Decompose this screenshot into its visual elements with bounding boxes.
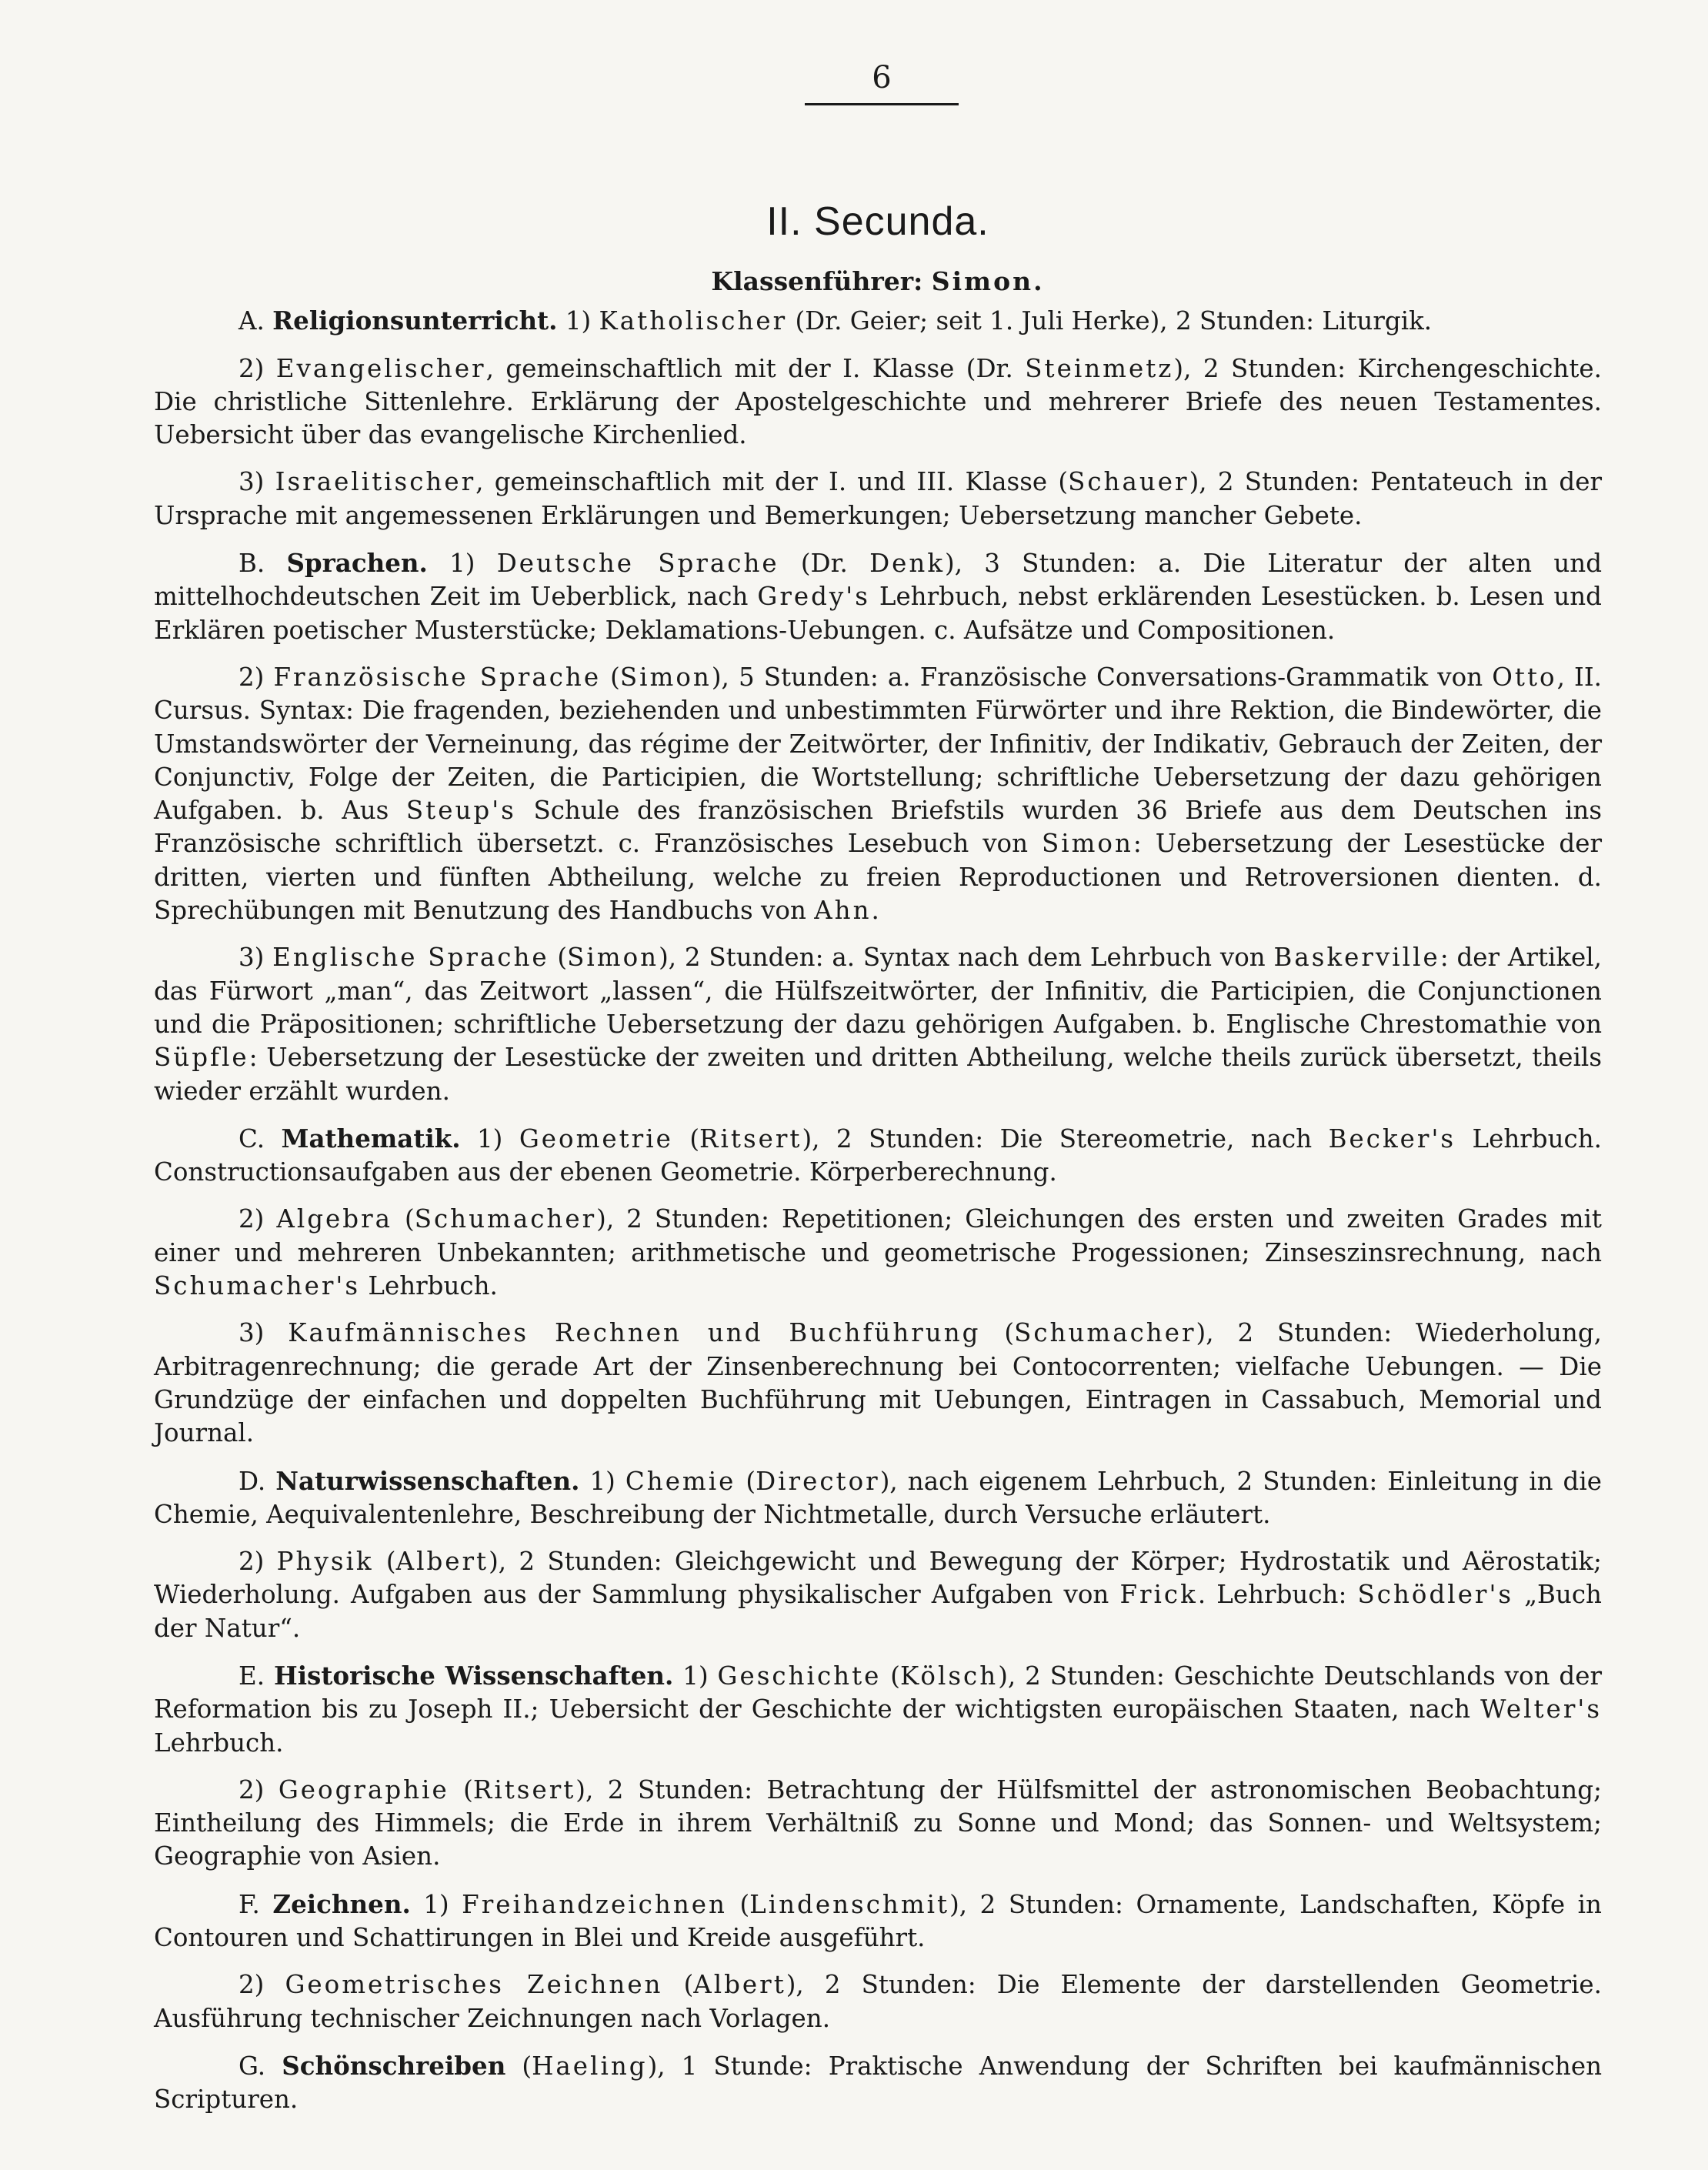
curriculum-paragraph — [154, 466, 1602, 532]
curriculum-paragraph — [154, 1464, 1602, 1532]
paragraph-text: Lehrbuch. Constructionsaufgaben aus der ebenen Geometrie. Körperberechnung. — [154, 1123, 1603, 1187]
paragraph-text: ( — [980, 1318, 1015, 1348]
spaced-term: Französische Sprache — [273, 662, 602, 692]
spaced-term: Algebra — [276, 1204, 392, 1234]
paragraph-text: 2) — [239, 1547, 277, 1577]
curriculum-paragraph — [154, 941, 1602, 1107]
paragraph-text: Lehrbuch. — [154, 1728, 284, 1758]
spaced-term: Baskerville — [1273, 943, 1440, 973]
paragraph-text: 2) — [239, 1970, 285, 2000]
paragraph-text: ( — [662, 1970, 694, 2000]
curriculum-paragraph — [154, 1774, 1602, 1874]
paragraph-text: 1) — [460, 1123, 519, 1153]
spaced-term: Albert — [693, 1970, 786, 2000]
spaced-term: Simon — [1041, 829, 1133, 859]
paragraph-text: : der Artikel, das Fürwort „man“, das Zeitwort „lassen“, die Hülfszeitwörter, der Infinitiv, die Participien, die Conjunctionen und die Präpositionen; schriftliche Uebersetzung der dazu gehörigen Aufgaben. b. Englische Chrestomathie von — [154, 943, 1602, 1039]
paragraph-text: ( — [736, 1466, 756, 1496]
paragraph-text: (Dr. — [779, 549, 870, 579]
paragraph-text: ), nach eigenem Lehrbuch, 2 Stunden: Einleitung in die Chemie, Aequivalentenlehre, Beschreibung der Nichtmetalle, durch Versuche erläutert. — [154, 1466, 1602, 1529]
class-leader-name: Simon. — [931, 266, 1045, 296]
spaced-term: Chemie — [625, 1466, 736, 1496]
subject-heading: Schönschreiben — [282, 2050, 506, 2081]
paragraph-text: 3) — [239, 467, 275, 497]
paragraph-text: , gemeinschaftlich mit der I. und III. Klasse ( — [475, 467, 1069, 497]
spaced-term: Schumacher — [1014, 1318, 1196, 1348]
paragraph-text: ), 2 Stunden: Gleichgewicht und Bewegung der Körper; Hydrostatik und Aërostatik; Wiederholung. Aufgaben aus der Sammlung physikalischer Aufgaben von — [154, 1547, 1602, 1610]
paragraph-text: ), 2 Stunden: Pentateuch in der Ursprache mit angemessenen Erklärungen und Bemerkungen; Uebersetzung mancher Gebete. — [154, 467, 1602, 530]
spaced-term: Otto — [1492, 662, 1557, 692]
paragraph-text: ), 5 Stunden: a. Französische Conversations-Grammatik von — [711, 662, 1493, 692]
spaced-term: Schödler's — [1357, 1580, 1514, 1610]
curriculum-paragraph — [154, 1888, 1602, 1955]
paragraph-text: ), 2 Stunden: Geschichte Deutschlands von der Reformation bis zu Joseph II.; Uebersicht der Geschichte der wichtigsten europäischen Staaten, nach — [154, 1661, 1603, 1724]
class-leader-line — [154, 265, 1602, 298]
curriculum-paragraph — [154, 1317, 1602, 1450]
curriculum-paragraph — [154, 1659, 1602, 1760]
paragraph-text: C. — [239, 1123, 282, 1153]
spaced-term: Schumacher — [414, 1204, 597, 1234]
class-leader-label: Klassenführer: — [711, 266, 923, 296]
paragraph-text: 2) — [239, 662, 274, 692]
spaced-term: Süpfle — [154, 1043, 249, 1073]
spaced-term: Frick — [1119, 1580, 1198, 1610]
spaced-term: Simon — [567, 943, 659, 973]
spaced-term: Welter's — [1480, 1694, 1602, 1724]
paragraph-text: ), 2 Stunden: a. Syntax nach dem Lehrbuch von — [659, 943, 1274, 973]
paragraph-text: ( — [672, 1123, 700, 1153]
subject-heading: Zeichnen. — [272, 1888, 411, 1919]
page-body — [154, 185, 1602, 2131]
paragraph-text: 2) — [239, 1774, 279, 1804]
paragraph-text: 2) — [239, 353, 276, 383]
spaced-term: Denk — [869, 549, 946, 579]
curriculum-paragraph — [154, 661, 1602, 927]
spaced-term: Director — [756, 1466, 880, 1496]
paragraph-text: , gemeinschaftlich mit der I. Klasse (Dr. — [485, 353, 1026, 383]
paragraph-text: ), 1 Stunde: Praktische Anwendung der Schriften bei kaufmännischen Scripturen. — [154, 2051, 1603, 2115]
spaced-term: Ritsert — [472, 1774, 576, 1804]
paragraph-text: : Uebersetzung der Lesestücke der dritten, vierten und fünften Abtheilung, welche zu freien Reproductionen und Retroversionen dienten. d. Sprechübungen mit Benutzung des Handbuchs von — [154, 829, 1602, 926]
paragraph-text: ), 2 Stunden: Wiederholung, Arbitragenrechnung; die gerade Art der Zinsenberechnung bei Contocorrenten; vielfache Uebungen. — Die Grundzüge der einfachen und doppelten Buchführung mit Uebungen, Eintragen in Cassabuch, Memorial und Journal. — [154, 1318, 1602, 1448]
paragraph-text: ( — [726, 1889, 750, 1919]
paragraph-text: ), 3 Stunden: a. Die Literatur der alten und mittelhochdeutschen Zeit im Ueberblick, nach — [154, 549, 1602, 612]
curriculum-paragraph — [154, 1545, 1602, 1645]
paragraph-text: 2) — [239, 1204, 277, 1234]
paragraph-text: 1) — [673, 1661, 718, 1691]
paragraph-text: B. — [239, 549, 287, 579]
spaced-term: Ritsert — [699, 1123, 802, 1153]
spaced-term: Becker's — [1328, 1123, 1456, 1153]
curriculum-paragraph — [154, 352, 1602, 452]
spaced-term: Lindenschmit — [749, 1889, 950, 1919]
section-title: II. Secunda. — [766, 199, 989, 244]
paragraph-text: ), 2 Stunden: Ornamente, Landschaften, Köpfe in Contouren und Schattirungen in Blei und Kreide ausgeführt. — [154, 1889, 1602, 1953]
spaced-term: Steup's — [405, 796, 516, 826]
spaced-term: Albert — [395, 1547, 489, 1577]
paragraph-text: Schule des französischen Briefstils wurden 36 Briefe aus dem Deutschen ins Französische schriftlich übersetzt. c. Französisches Lesebuch von — [154, 796, 1602, 859]
paragraph-text: ( — [392, 1204, 415, 1234]
spaced-term: Deutsche Sprache — [496, 549, 779, 579]
paragraph-text: ( — [601, 662, 620, 692]
subject-heading: Mathematik. — [281, 1123, 461, 1153]
spaced-term: Geometrie — [519, 1123, 673, 1153]
spaced-term: Geographie — [278, 1774, 449, 1804]
curriculum-paragraph — [154, 304, 1602, 338]
spaced-term: Schauer — [1068, 467, 1189, 497]
paragraph-text: 1) — [579, 1466, 625, 1496]
paragraph-text: 1) — [557, 306, 599, 336]
curriculum-paragraphs — [154, 304, 1602, 2116]
paragraph-text: F. — [239, 1889, 273, 1919]
spaced-term: Evangelischer — [275, 353, 486, 383]
spaced-term: Kölsch — [900, 1661, 999, 1691]
spaced-term: Freihandzeichnen — [462, 1889, 727, 1919]
paragraph-text: Lehrbuch, nebst erklärenden Lesestücken. b. Lesen und Erklären poetischer Musterstücke; Deklamations-Uebungen. c. Aufsätze und Compositionen. — [154, 582, 1602, 645]
spaced-term: Schumacher's — [154, 1271, 361, 1301]
paragraph-text: ), 2 Stunden: Repetitionen; Gleichungen des ersten und zweiten Grades mit einer und mehreren Unbekannten; arithmetische und geometrische Progessionen; Zinseszinsrechnung, nach — [154, 1204, 1602, 1267]
page-number: 6 — [872, 60, 892, 95]
paragraph-text: ), 2 Stunden: Die Elemente der darstellenden Geometrie. Ausführung technischer Zeichnungen nach Vorlagen. — [154, 1970, 1602, 2033]
paragraph-text: 1) — [410, 1889, 462, 1919]
paragraph-text: ( — [373, 1547, 396, 1577]
subject-heading: Sprachen. — [286, 548, 428, 579]
paragraph-text: G. — [239, 2051, 282, 2081]
paragraph-text: ), 2 Stunden: Kirchengeschichte. Die christliche Sittenlehre. Erklärung der Apostelgeschichte und mehrerer Briefe des neuen Testamentes. Uebersicht über das evangelische Kirchenlied. — [154, 353, 1602, 450]
paragraph-text: (Dr. Geier; seit 1. Juli Herke), 2 Stunden: Liturgik. — [787, 306, 1433, 336]
paragraph-text: „Buch der Natur“. — [154, 1580, 1602, 1643]
paragraph-text: ), 2 Stunden: Betrachtung der Hülfsmittel der astronomischen Beobachtung; Eintheilung des Himmels; die Erde in ihrem Verhältniß zu Sonne und Mond; das Sonnen- und Weltsystem; Geographie von Asien. — [154, 1774, 1602, 1871]
paragraph-text: ), 2 Stunden: Die Stereometrie, nach — [802, 1123, 1329, 1153]
paragraph-text: E. — [239, 1661, 274, 1691]
paragraph-text: ( — [549, 943, 568, 973]
paragraph-text: ( — [505, 2051, 532, 2081]
spaced-term: Kaufmännisches Rechnen und Buchführung — [288, 1318, 981, 1348]
spaced-term: Geometrisches Zeichnen — [285, 1970, 663, 2000]
curriculum-paragraph — [154, 1122, 1602, 1190]
spaced-term: Israelitischer — [275, 467, 476, 497]
spaced-term: Physik — [276, 1547, 374, 1577]
spaced-term: Simon — [619, 662, 712, 692]
paragraph-text: A. — [239, 306, 273, 336]
curriculum-paragraph — [154, 1203, 1602, 1303]
spaced-term: Geschichte — [717, 1661, 882, 1691]
paragraph-text: : Uebersetzung der Lesestücke der zweiten und dritten Abtheilung, welche theils zurück übersetzt, theils wieder erzählt wurden. — [154, 1043, 1602, 1106]
paragraph-text: ( — [881, 1661, 900, 1691]
spaced-term: Ahn — [814, 896, 872, 926]
page-number-rule — [805, 103, 959, 105]
paragraph-text: 1) — [427, 549, 497, 579]
paragraph-text: Lehrbuch. — [360, 1271, 498, 1301]
paragraph-text: D. — [239, 1466, 276, 1496]
paragraph-text: 3) — [239, 1318, 289, 1348]
subject-heading: Religionsunterricht. — [272, 305, 558, 336]
subject-heading: Historische Wissenschaften. — [273, 1660, 674, 1691]
spaced-term: Englische Sprache — [272, 943, 549, 973]
spaced-term: Gredy's — [757, 582, 870, 612]
subject-heading: Naturwissenschaften. — [275, 1465, 580, 1496]
curriculum-paragraph — [154, 546, 1602, 647]
curriculum-paragraph — [154, 2049, 1602, 2117]
paragraph-text: . Lehrbuch: — [1197, 1580, 1358, 1610]
curriculum-paragraph — [154, 1968, 1602, 2035]
spaced-term: Katholischer — [599, 306, 788, 336]
paragraph-text: . — [871, 896, 879, 926]
paragraph-text: 3) — [239, 943, 273, 973]
spaced-term: Steinmetz — [1025, 353, 1174, 383]
spaced-term: Haeling — [532, 2051, 648, 2081]
paragraph-text: , II. Cursus. Syntax: Die fragenden, beziehenden und unbestimmten Fürwörter und ihre Rektion, die Bindewörter, die Umstandswörter der Verneinung, das régime der Zeitwörter, der Infinitiv, der Indikativ, Gebrauch der Zeiten, der Conjunctiv, Folge der Zeiten, die Participien, die Wortstellung; schriftliche Uebersetzung der dazu gehörigen Aufgaben. b. Aus — [154, 662, 1603, 826]
paragraph-text: ( — [449, 1774, 473, 1804]
